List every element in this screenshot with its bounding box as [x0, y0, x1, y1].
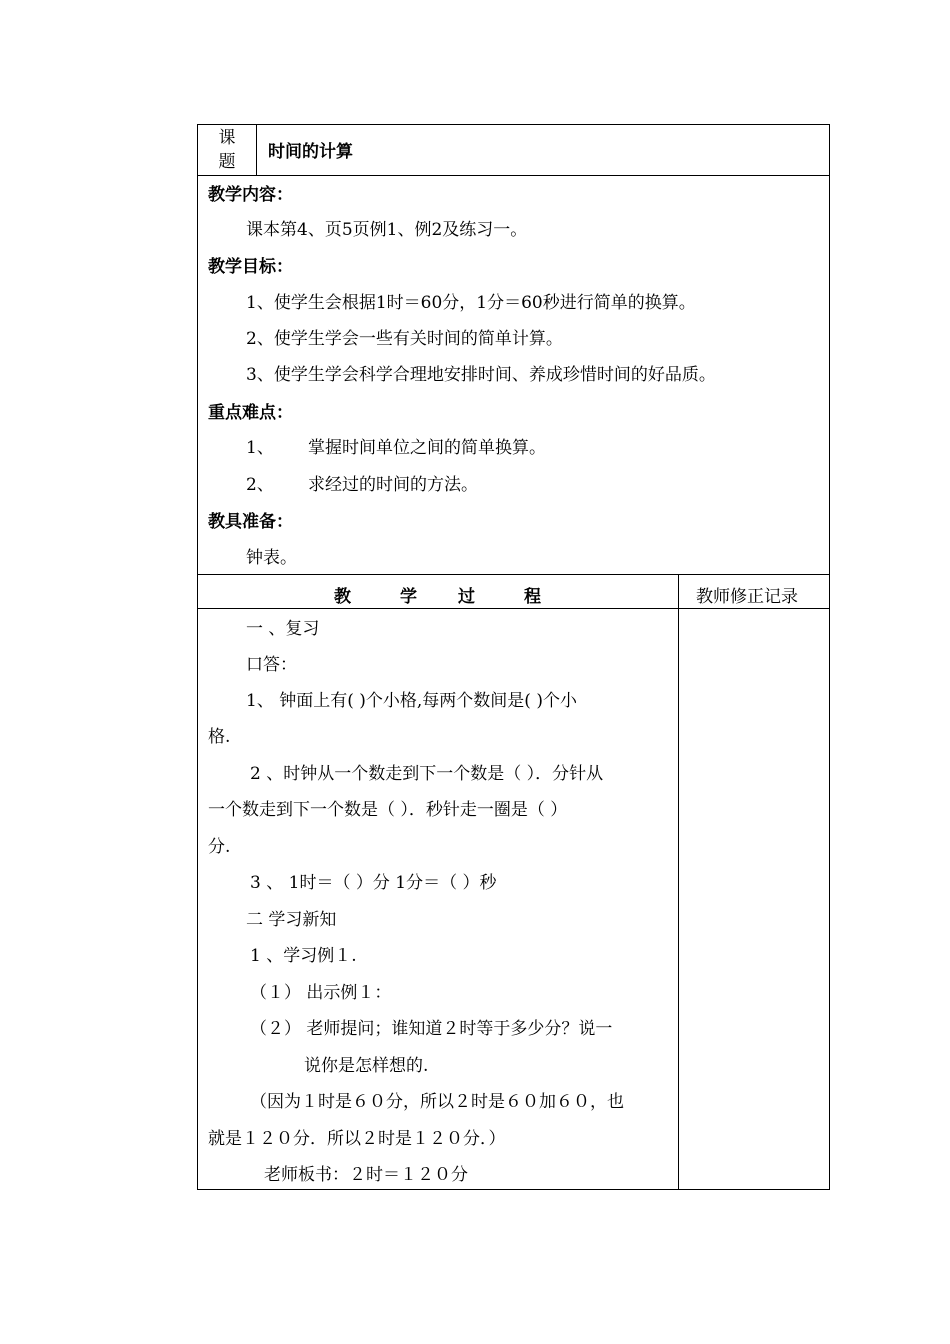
- process-line: 就是１２０分．所以２时是１２０分．）: [208, 1129, 506, 1149]
- tools-heading: 教具准备：: [208, 512, 293, 532]
- key-point-2-text: 求经过的时间的方法。: [308, 475, 478, 495]
- process-line: 说你是怎样想的.: [304, 1056, 429, 1076]
- process-line: （１） 出示例１：: [250, 983, 392, 1003]
- process-line: 一个数走到下一个数是（ ）．秒针走一圈是（ ）: [208, 800, 568, 820]
- process-column-divider: [678, 574, 679, 1190]
- key-points-heading: 重点难点：: [208, 403, 293, 423]
- teacher-notes-header: 教师修正记录: [696, 587, 798, 607]
- process-line: 老师板书：２时＝１２０分: [264, 1165, 468, 1185]
- process-line: 二 学习新知: [246, 910, 337, 930]
- process-line: 一 、复习: [246, 619, 320, 639]
- process-line: 口答：: [246, 655, 297, 675]
- content-heading: 教学内容：: [208, 185, 293, 205]
- goal-item-3: 3、使学生学会科学合理地安排时间、养成珍惜时间的好品质。: [246, 365, 716, 385]
- process-top-rule: [198, 574, 829, 575]
- lesson-plan-table: [197, 124, 830, 1190]
- lesson-label-line2: 题: [218, 152, 236, 172]
- process-header-char-1: 教: [334, 587, 351, 607]
- lesson-label-line1: 课: [218, 128, 236, 148]
- process-line: 分.: [208, 837, 231, 857]
- process-header-rule: [198, 608, 829, 609]
- process-line: 1、 钟面上有( )个小格,每两个数间是( )个小: [246, 691, 577, 711]
- process-line: 2 、时钟从一个数走到下一个数是（ ）．分针从: [250, 764, 604, 784]
- process-header-char-4: 程: [524, 587, 541, 607]
- tools-text: 钟表。: [246, 548, 297, 568]
- key-point-1-text: 掌握时间单位之间的简单换算。: [308, 438, 546, 458]
- lesson-label-cell: [198, 125, 257, 175]
- process-line: （因为１时是６０分，所以２时是６０加６０，也: [250, 1092, 624, 1112]
- lesson-title: 时间的计算: [268, 142, 353, 162]
- process-line: 1 、学习例１.: [250, 946, 357, 966]
- process-header-char-3: 过: [458, 587, 475, 607]
- process-line: （２） 老师提问；谁知道２时等于多少分？说一: [250, 1019, 613, 1039]
- goal-item-2: 2、使学生学会一些有关时间的简单计算。: [246, 329, 563, 349]
- title-row: [198, 125, 829, 176]
- process-line: 格.: [208, 727, 231, 747]
- key-point-1-number: 1、: [246, 438, 274, 458]
- process-line: 3 、 1时＝（ ）分 1分＝（ ）秒: [250, 873, 497, 893]
- goal-item-1: 1、使学生会根据1时＝60分，1分＝60秒进行简单的换算。: [246, 293, 696, 313]
- process-header-char-2: 学: [400, 587, 417, 607]
- key-point-2-number: 2、: [246, 475, 274, 495]
- content-text: 课本第4、页5页例1、例2及练习一。: [246, 220, 528, 240]
- goals-heading: 教学目标：: [208, 257, 293, 277]
